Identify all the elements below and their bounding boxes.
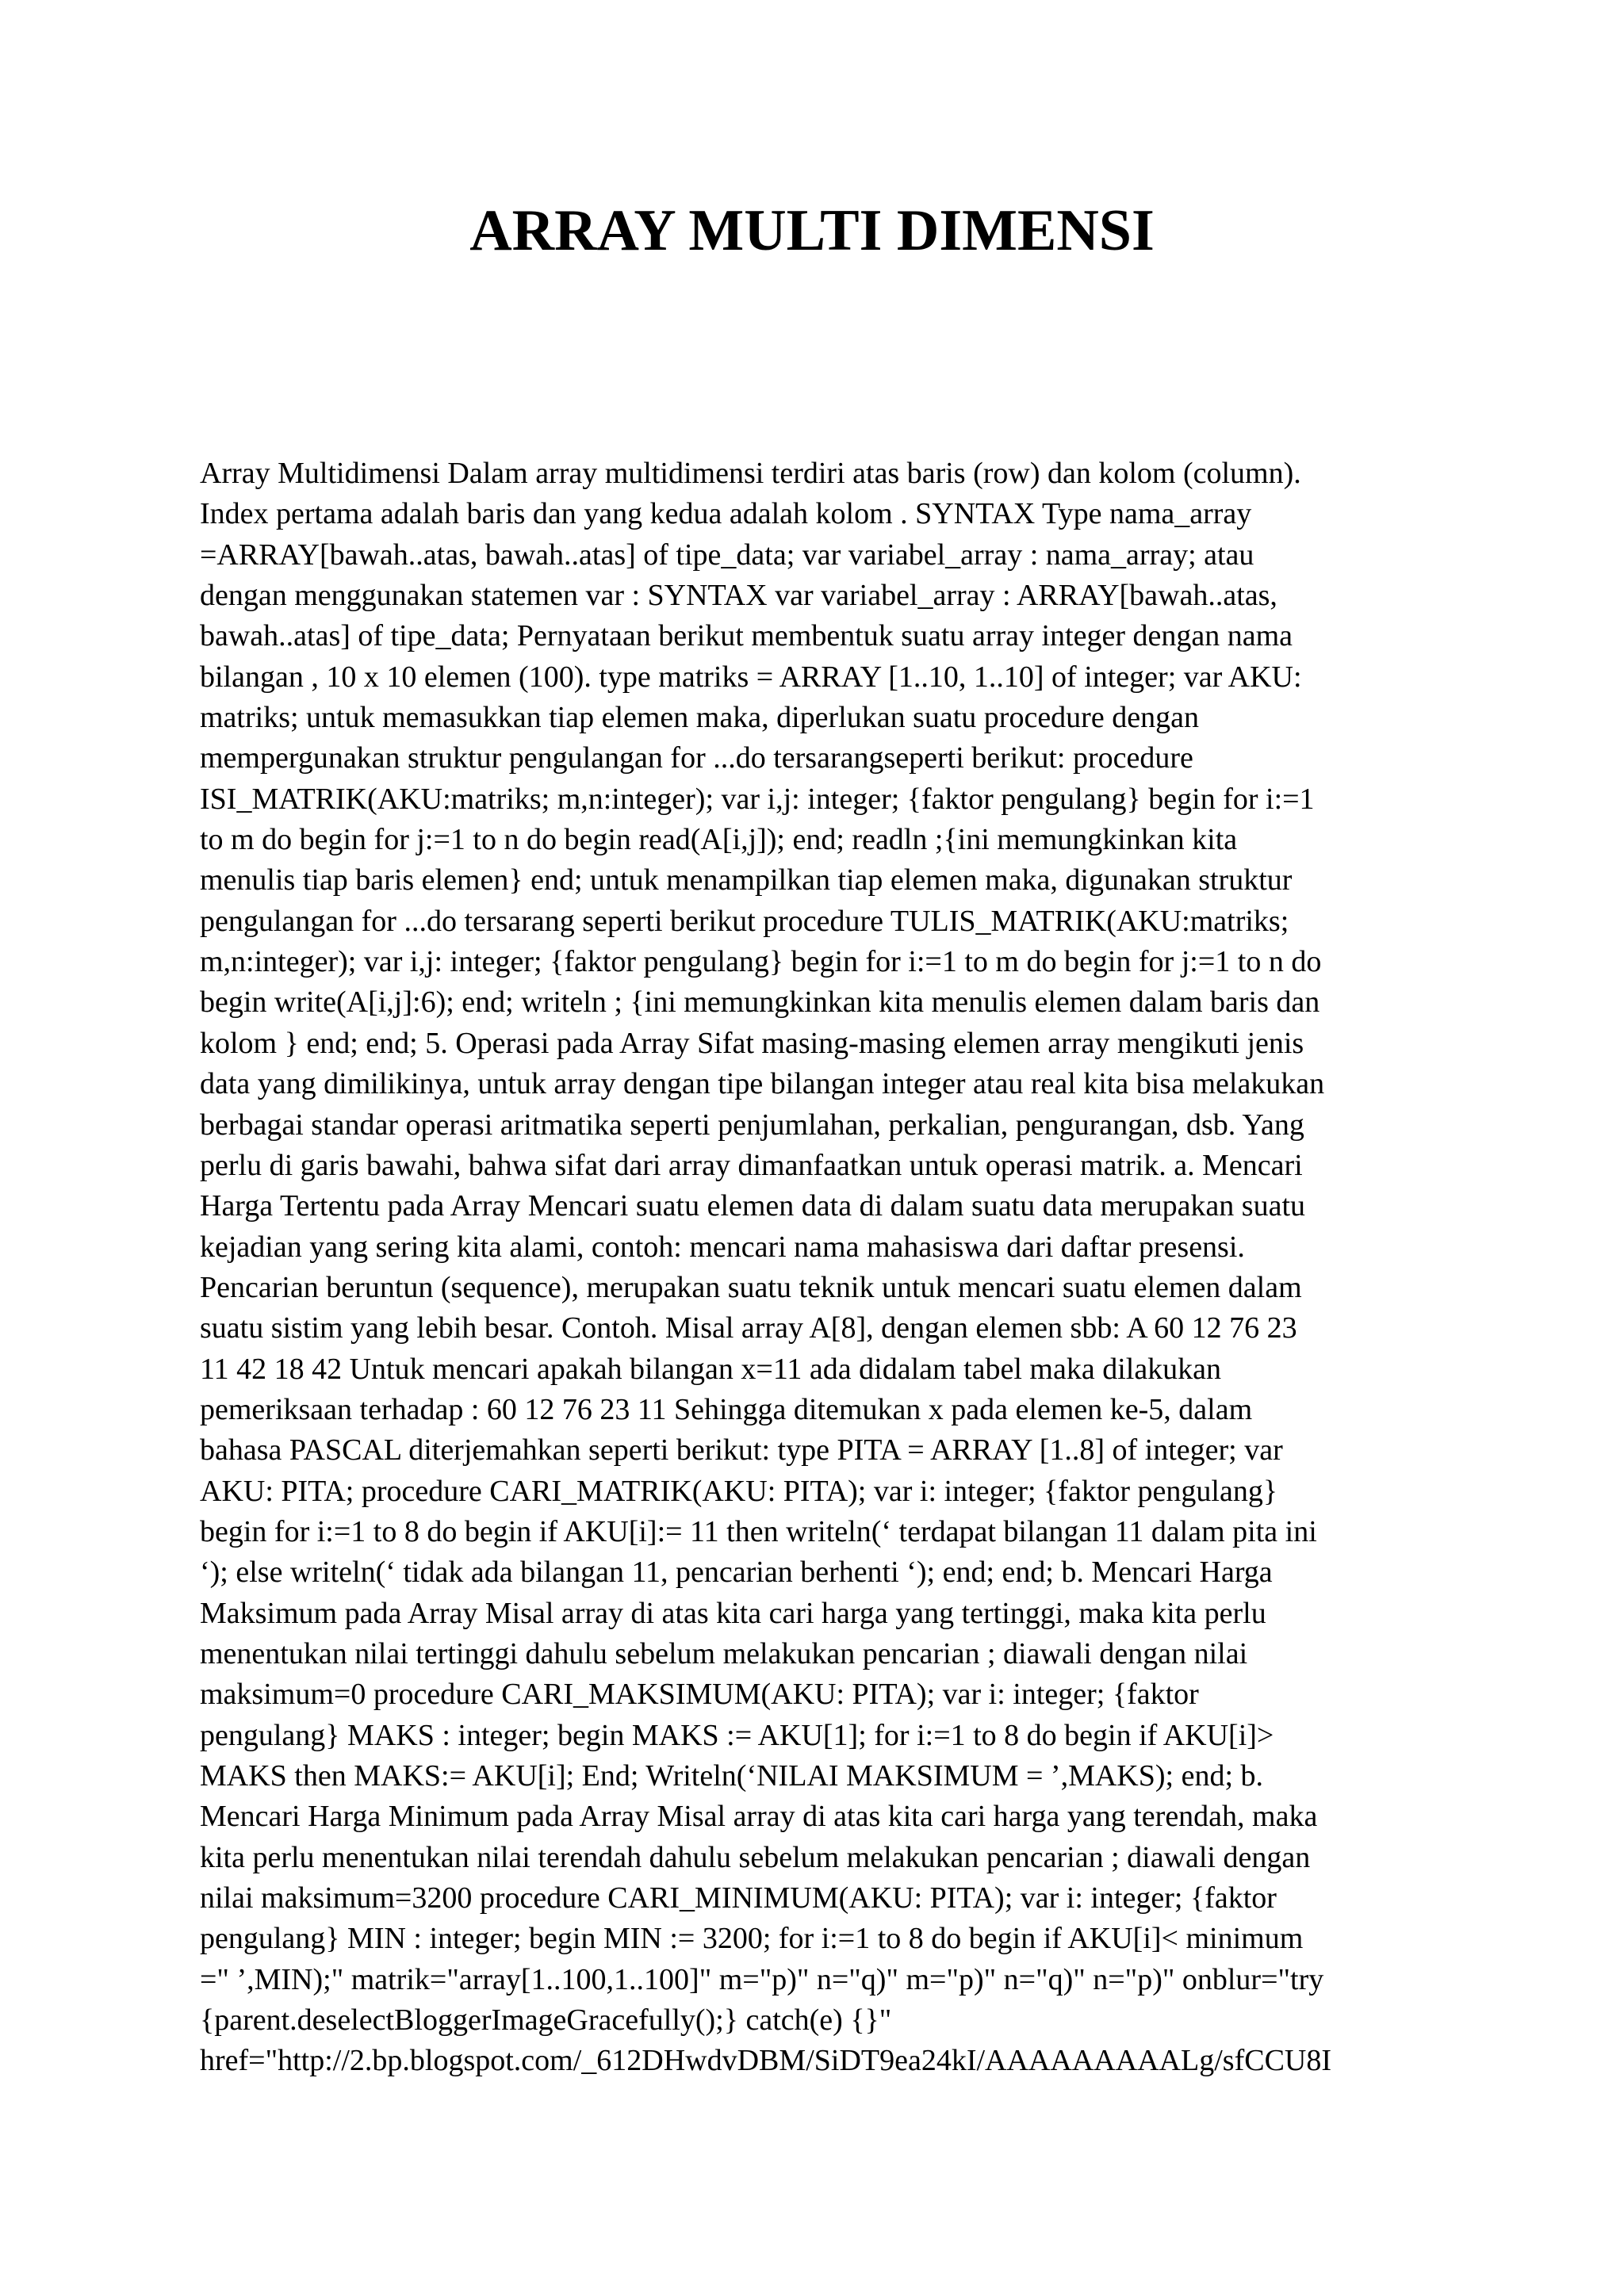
text-line: bahasa PASCAL diterjemahkan seperti berikut: type PITA = ARRAY [1..8] of integer; var	[200, 1433, 1283, 1468]
text-line: ‘); else writeln(‘ tidak ada bilangan 11, pencarian berhenti ‘); end; end; b. Mencari Harga	[200, 1556, 1273, 1590]
text-line: dengan menggunakan statemen var : SYNTAX var variabel_array : ARRAY[bawah..atas,	[200, 579, 1277, 613]
document-title: ARRAY MULTI DIMENSI	[469, 198, 1155, 263]
text-line: href="http://2.bp.blogspot.com/_612DHwdvDBM/SiDT9ea24kI/AAAAAAAAALg/sfCCU8I	[200, 2044, 1332, 2078]
text-line: matriks; untuk memasukkan tiap elemen maka, diperlukan suatu procedure dengan	[200, 701, 1199, 735]
text-line: kolom } end; end; 5. Operasi pada Array Sifat masing-masing elemen array mengikuti jenis	[200, 1026, 1304, 1060]
text-line: Pencarian beruntun (sequence), merupakan suatu teknik untuk mencari suatu elemen dalam	[200, 1270, 1302, 1304]
text-line: 11 42 18 42 Untuk mencari apakah bilangan x=11 ada didalam tabel maka dilakukan	[200, 1352, 1222, 1386]
text-line: =" ’,MIN);" matrik="array[1..100,1..100]" m="p)" n="q)" m="p)" n="q)" n="p)" onblur="try	[200, 1962, 1324, 1996]
text-line: menentukan nilai tertinggi dahulu sebelum melakukan pencarian ; diawali dengan nilai	[200, 1636, 1248, 1670]
text-line: to m do begin for j:=1 to n do begin read(A[i,j]); end; readln ;{ini memungkinkan kita	[200, 823, 1238, 857]
text-line: berbagai standar operasi aritmatika seperti penjumlahan, perkalian, pengurangan, dsb. Yang	[200, 1108, 1304, 1142]
text-line: m,n:integer); var i,j: integer; {faktor pengulang} begin for i:=1 to m do begin for j:=1 to n do	[200, 945, 1322, 979]
text-line: nilai maksimum=3200 procedure CARI_MINIMUM(AKU: PITA); var i: integer; {faktor	[200, 1881, 1277, 1915]
text-line: Index pertama adalah baris dan yang kedua adalah kolom . SYNTAX Type nama_array	[200, 497, 1252, 531]
text-line: pengulang} MAKS : integer; begin MAKS := AKU[1]; for i:=1 to 8 do begin if AKU[i]>	[200, 1718, 1274, 1752]
text-line: ISI_MATRIK(AKU:matriks; m,n:integer); var i,j: integer; {faktor pengulang} begin for i:=1	[200, 782, 1315, 816]
text-line: suatu sistim yang lebih besar. Contoh. Misal array A[8], dengan elemen sbb: A 60 12 76 23	[200, 1311, 1297, 1345]
text-line: menulis tiap baris elemen} end; untuk menampilkan tiap elemen maka, digunakan struktur	[200, 863, 1293, 897]
text-line: pengulang} MIN : integer; begin MIN := 3200; for i:=1 to 8 do begin if AKU[i]< minimum	[200, 1922, 1304, 1956]
document-body	[200, 453, 1437, 2082]
text-line: pengulangan for ...do tersarang seperti berikut procedure TULIS_MATRIK(AKU:matriks;	[200, 904, 1289, 938]
text-line: MAKS then MAKS:= AKU[i]; End; Writeln(‘NILAI MAKSIMUM = ’,MAKS); end; b.	[200, 1759, 1264, 1793]
text-line: maksimum=0 procedure CARI_MAKSIMUM(AKU: PITA); var i: integer; {faktor	[200, 1678, 1199, 1712]
text-line: Harga Tertentu pada Array Mencari suatu elemen data di dalam suatu data merupakan suatu	[200, 1189, 1306, 1223]
text-line: mempergunakan struktur pengulangan for ...do tersarangseperti berikut: procedure	[200, 741, 1193, 775]
text-line: Array Multidimensi Dalam array multidimensi terdiri atas baris (row) dan kolom (column).	[200, 457, 1301, 490]
text-line: perlu di garis bawahi, bahwa sifat dari array dimanfaatkan untuk operasi matrik. a. Mencari	[200, 1148, 1303, 1182]
text-line: Maksimum pada Array Misal array di atas kita cari harga yang tertinggi, maka kita perlu	[200, 1596, 1266, 1630]
text-line: bilangan , 10 x 10 elemen (100). type matriks = ARRAY [1..10, 1..10] of integer; var AKU:	[200, 660, 1302, 694]
text-line: AKU: PITA; procedure CARI_MATRIK(AKU: PITA); var i: integer; {faktor pengulang}	[200, 1474, 1278, 1508]
text-line: data yang dimilikinya, untuk array dengan tipe bilangan integer atau real kita bisa melakukan	[200, 1067, 1325, 1101]
text-line: Mencari Harga Minimum pada Array Misal array di atas kita cari harga yang terendah, maka	[200, 1800, 1318, 1834]
text-line: begin for i:=1 to 8 do begin if AKU[i]:= 11 then writeln(‘ terdapat bilangan 11 dalam pita ini	[200, 1514, 1317, 1548]
text-line: kita perlu menentukan nilai terendah dahulu sebelum melakukan pencarian ; diawali dengan	[200, 1840, 1311, 1874]
text-line: bawah..atas] of tipe_data; Pernyataan berikut membentuk suatu array integer dengan nama	[200, 619, 1293, 653]
text-line: begin write(A[i,j]:6); end; writeln ; {ini memungkinkan kita menulis elemen dalam baris dan	[200, 985, 1320, 1020]
text-line: {parent.deselectBloggerImageGracefully();} catch(e) {}"	[200, 2003, 892, 2038]
text-line: kejadian yang sering kita alami, contoh: mencari nama mahasiswa dari daftar presensi.	[200, 1230, 1245, 1264]
text-line: =ARRAY[bawah..atas, bawah..atas] of tipe_data; var variabel_array : nama_array; atau	[200, 538, 1254, 572]
text-line: pemeriksaan terhadap : 60 12 76 23 11 Sehingga ditemukan x pada elemen ke-5, dalam	[200, 1392, 1253, 1426]
